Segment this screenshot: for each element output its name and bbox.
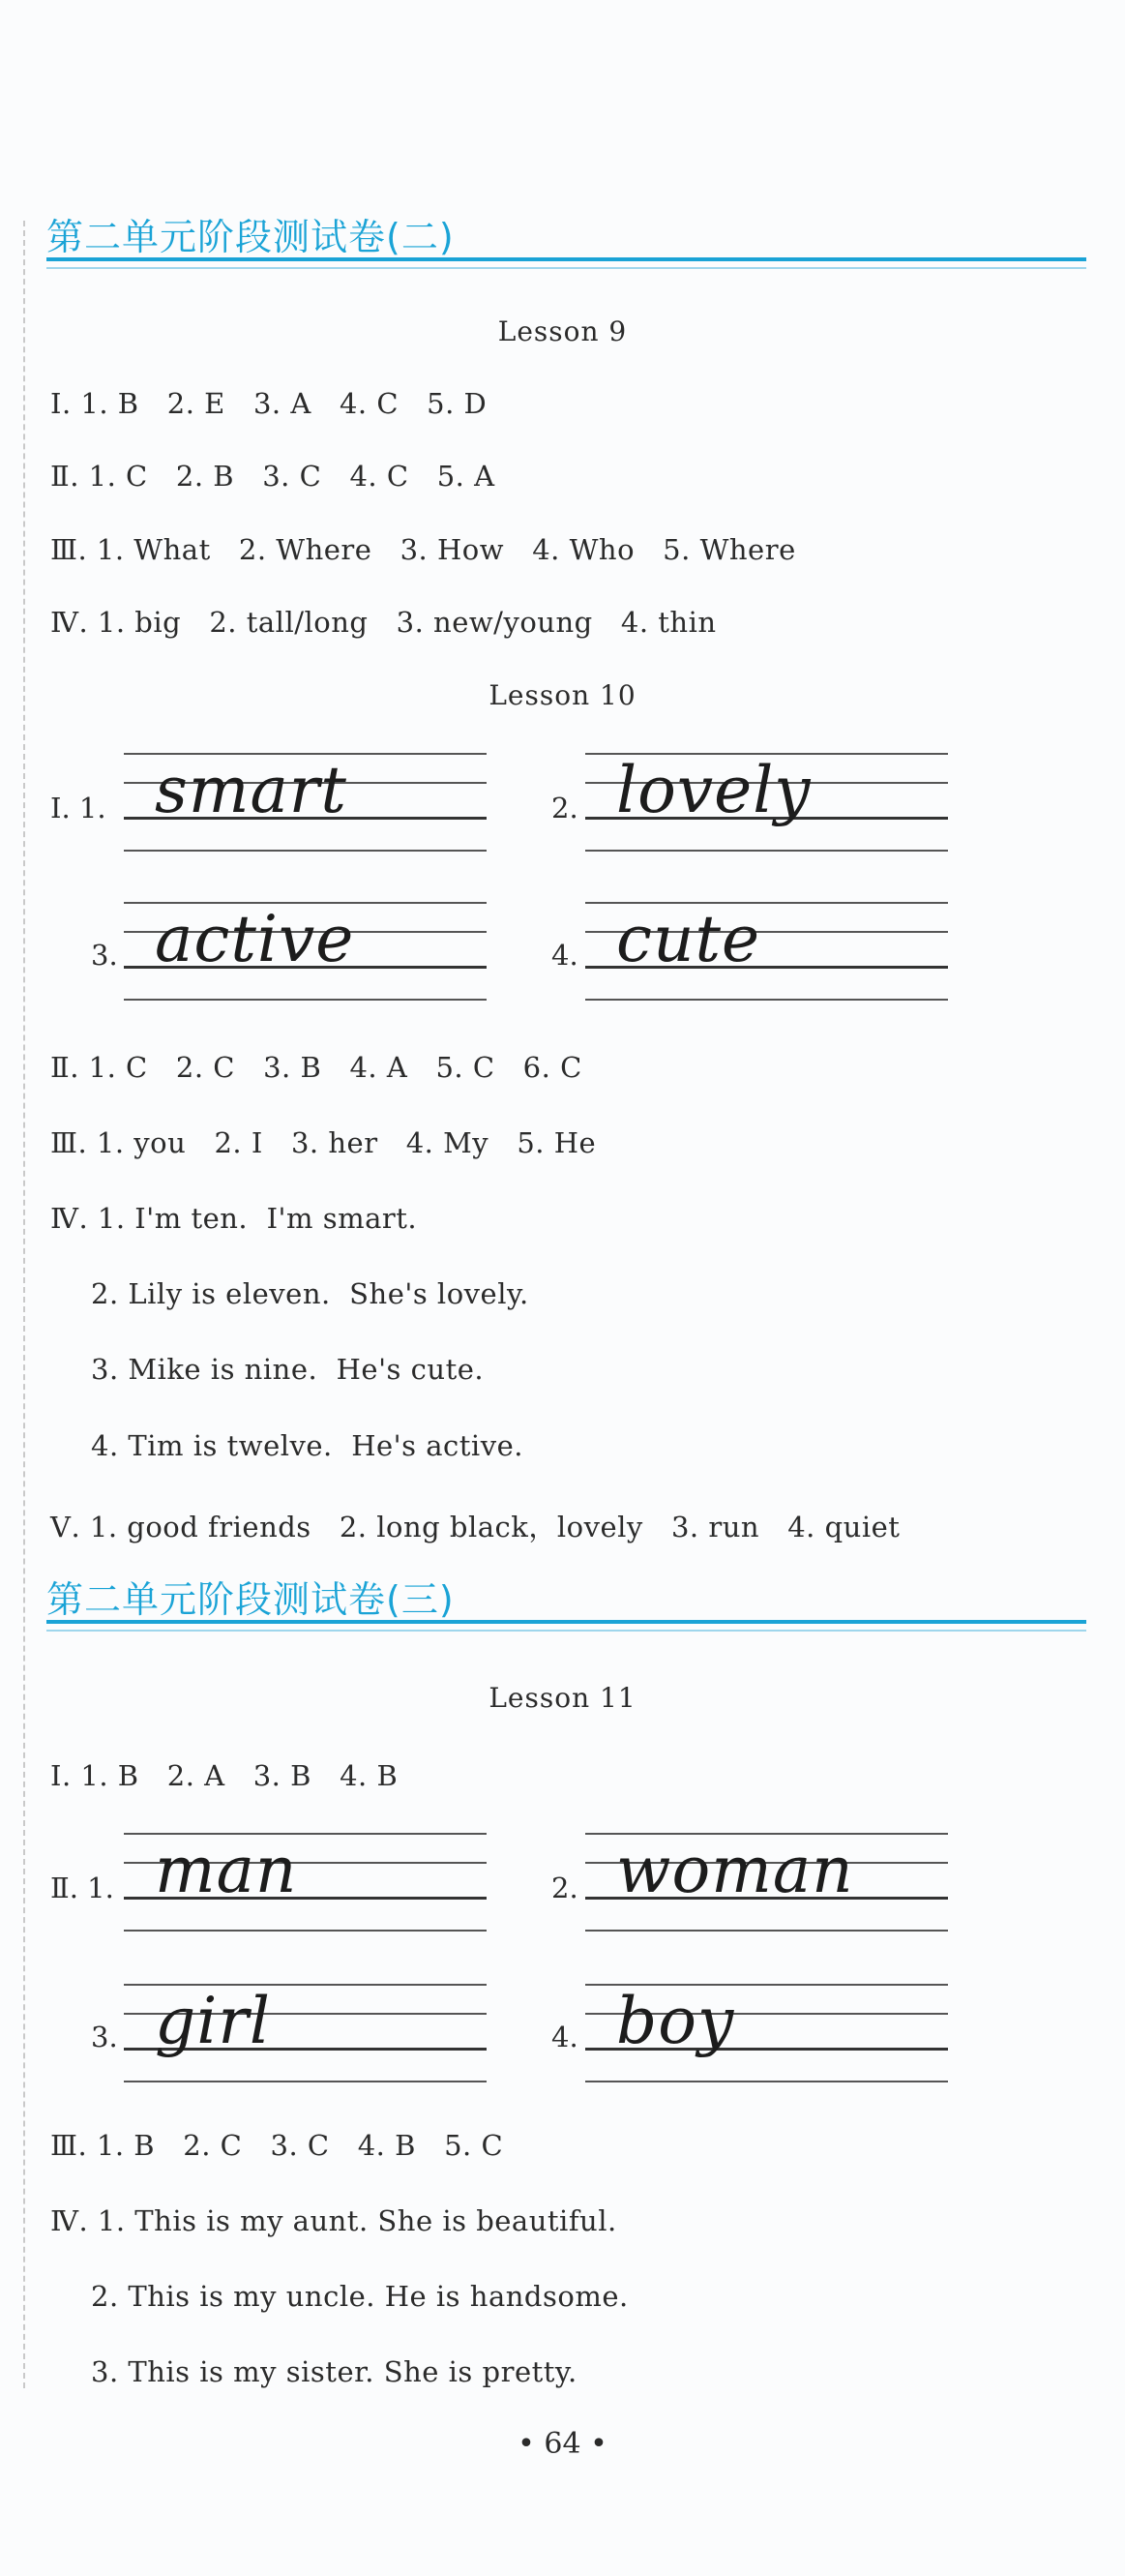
handwritten-word: girl — [155, 1984, 272, 2058]
handwriting-prefix: Ⅰ. 1. — [50, 792, 106, 824]
answer-line: Ⅰ. 1. B 2. A 3. B 4. B — [50, 1759, 399, 1792]
handwriting-box — [585, 902, 948, 999]
answer-line: Ⅱ. 1. C 2. B 3. C 4. C 5. A — [50, 460, 495, 493]
answer-line: Ⅲ. 1. B 2. C 3. C 4. B 5. C — [50, 2129, 504, 2162]
handwritten-word: smart — [155, 753, 347, 827]
answer-line: 2. This is my uncle. He is handsome. — [91, 2280, 629, 2313]
handwritten-word: lovely — [616, 753, 812, 827]
section-title-unit2-test3: 第二单元阶段测试卷(三) — [46, 1578, 455, 1621]
answer-line: Ⅰ. 1. B 2. E 3. A 4. C 5. D — [50, 387, 488, 420]
answer-line: Ⅴ. 1. good friends 2. long black，lovely 3. run 4. quiet — [50, 1511, 901, 1543]
answer-line: 3. Mike is nine. He's cute. — [91, 1353, 485, 1386]
handwriting-box — [124, 1984, 487, 2081]
lesson-9-heading: Lesson 9 — [497, 315, 628, 347]
handwriting-box — [585, 1833, 948, 1930]
handwritten-word: man — [155, 1833, 298, 1907]
section-rule — [46, 257, 1086, 269]
handwriting-number: 2. — [551, 792, 578, 824]
handwritten-word: active — [155, 902, 355, 976]
handwriting-number: 3. — [91, 2021, 118, 2053]
lesson-11-heading: Lesson 11 — [488, 1682, 637, 1714]
handwriting-number: 3. — [91, 939, 118, 972]
lesson-10-heading: Lesson 10 — [488, 679, 637, 711]
margin-dashed-line — [23, 221, 25, 2388]
answer-line: Ⅳ. 1. I'm ten. I'm smart. — [50, 1202, 418, 1235]
handwritten-word: boy — [616, 1984, 735, 2058]
answer-line: Ⅱ. 1. C 2. C 3. B 4. A 5. C 6. C — [50, 1051, 582, 1084]
answer-line: Ⅲ. 1. What 2. Where 3. How 4. Who 5. Where — [50, 533, 796, 566]
section-title-unit2-test2: 第二单元阶段测试卷(二) — [46, 216, 455, 258]
handwriting-box — [124, 902, 487, 999]
handwritten-word: cute — [616, 902, 761, 976]
handwriting-box — [585, 1984, 948, 2081]
handwriting-prefix: Ⅱ. 1. — [50, 1872, 114, 1904]
section-rule — [46, 1620, 1086, 1632]
handwriting-number: 4. — [551, 939, 578, 972]
handwriting-box — [124, 753, 487, 850]
answer-line: Ⅲ. 1. you 2. I 3. her 4. My 5. He — [50, 1126, 597, 1159]
handwriting-box — [585, 753, 948, 850]
answer-line: 2. Lily is eleven. She's lovely. — [91, 1277, 529, 1310]
page-number: • 64 • — [518, 2427, 607, 2461]
answer-line: 3. This is my sister. She is pretty. — [91, 2355, 577, 2388]
handwriting-number: 2. — [551, 1872, 578, 1904]
handwriting-number: 4. — [551, 2021, 578, 2053]
answer-line: Ⅳ. 1. This is my aunt. She is beautiful. — [50, 2204, 617, 2237]
handwriting-box — [124, 1833, 487, 1930]
answer-line: Ⅳ. 1. big 2. tall/long 3. new/young 4. thin — [50, 606, 717, 639]
handwritten-word: woman — [616, 1833, 854, 1907]
answer-line: 4. Tim is twelve. He's active. — [91, 1429, 523, 1462]
